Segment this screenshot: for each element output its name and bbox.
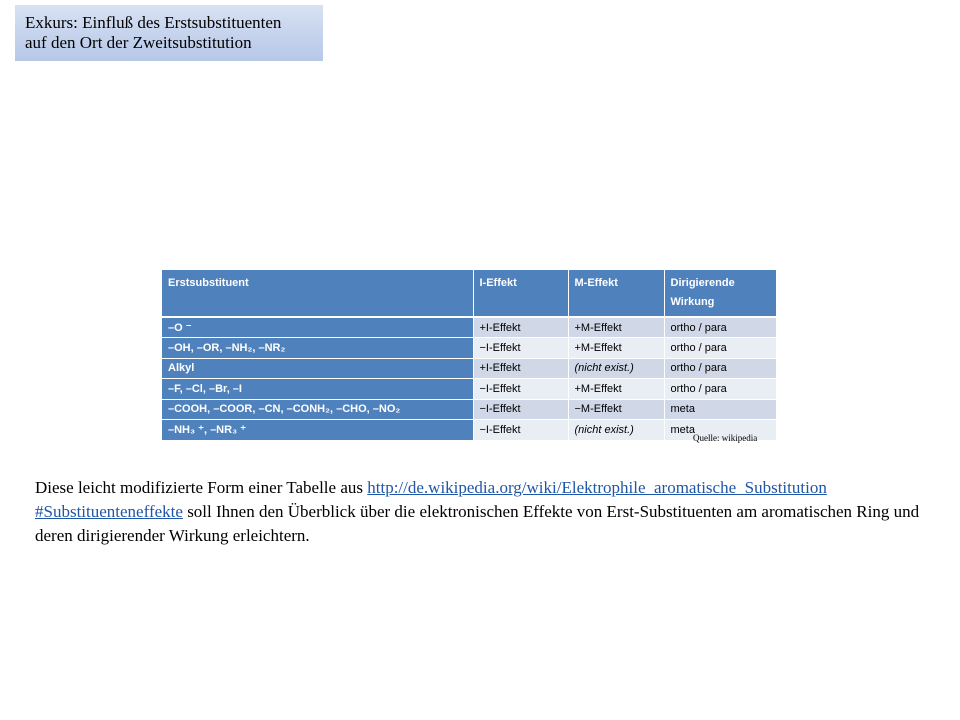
cell-substituent: Alkyl (162, 358, 473, 379)
cell-m-effekt: +M-Effekt (568, 317, 664, 338)
slide-title-line-2: auf den Ort der Zweitsubstitution (25, 33, 252, 52)
cell-m-effekt: −M-Effekt (568, 399, 664, 420)
substituent-effects-table (162, 270, 777, 441)
cell-wirkung: ortho / para (664, 317, 776, 338)
paragraph-text-before: Diese leicht modifizierte Form einer Tabelle aus (35, 478, 368, 497)
cell-m-effekt: +M-Effekt (568, 379, 664, 400)
header-m-effekt: M-Effekt (568, 270, 664, 317)
cell-i-effekt: +I-Effekt (473, 358, 568, 379)
header-erstsubstituent: Erstsubstituent (162, 270, 473, 317)
cell-wirkung: ortho / para (664, 379, 776, 400)
table-row (162, 420, 776, 441)
cell-m-effekt: +M-Effekt (568, 338, 664, 359)
cell-wirkung: meta (664, 420, 776, 441)
wikipedia-link[interactable]: http://de.wikipedia.org/wiki/Elektrophile_aromatische_Substitution #Substituenteneffekte (35, 478, 827, 521)
table-row (162, 399, 776, 420)
cell-i-effekt: −I-Effekt (473, 420, 568, 441)
source-caption: Quelle: wikipedia (693, 433, 758, 443)
table-row (162, 379, 776, 400)
table-row (162, 338, 776, 359)
cell-substituent: –OH, –OR, –NH₂, –NR₂ (162, 338, 473, 359)
cell-substituent: –COOH, –COOR, –CN, –CONH₂, –CHO, –NO₂ (162, 399, 473, 420)
table-header-row (162, 270, 776, 317)
cell-wirkung: ortho / para (664, 358, 776, 379)
table-row (162, 317, 776, 338)
description-paragraph (35, 476, 925, 548)
cell-i-effekt: −I-Effekt (473, 379, 568, 400)
header-i-effekt: I-Effekt (473, 270, 568, 317)
cell-substituent: –NH₃ ⁺, –NR₃ ⁺ (162, 420, 473, 441)
cell-i-effekt: −I-Effekt (473, 399, 568, 420)
paragraph-text-after: soll Ihnen den Überblick über die elektronischen Effekte von Erst-Substituenten am aromatischen Ring und deren dirigierender Wirkung erleichtern. (35, 502, 920, 545)
cell-substituent: –O ⁻ (162, 317, 473, 338)
header-dirigierende-wirkung: Dirigierende Wirkung (664, 270, 776, 317)
cell-i-effekt: +I-Effekt (473, 317, 568, 338)
cell-wirkung: ortho / para (664, 338, 776, 359)
cell-m-effekt: (nicht exist.) (568, 358, 664, 379)
cell-m-effekt: (nicht exist.) (568, 420, 664, 441)
cell-substituent: –F, –Cl, –Br, –I (162, 379, 473, 400)
slide-title-line-1: Exkurs: Einfluß des Erstsubstituenten (25, 13, 282, 32)
cell-wirkung: meta (664, 399, 776, 420)
slide-title (15, 5, 323, 61)
cell-i-effekt: −I-Effekt (473, 338, 568, 359)
table-row (162, 358, 776, 379)
